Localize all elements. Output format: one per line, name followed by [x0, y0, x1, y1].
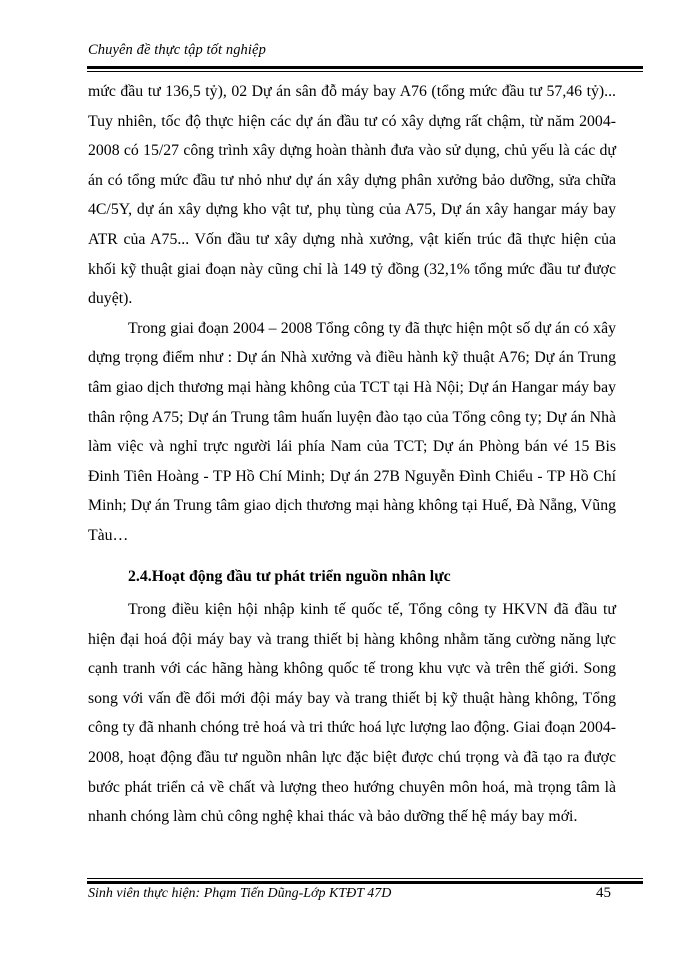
- paragraph-human-resources: Trong điều kiện hội nhập kinh tế quốc tế, Tổng công ty HKVN đã đầu tư hiện đại hoá đội máy bay và trang thiết bị hàng không nhằm tăng cường năng lực cạnh tranh với các hãng hàng không quốc tế trong khu vực và trên thế giới. Song song với vấn đề đổi mới đội máy bay và trang thiết bị kỹ thuật hàng không, Tổng công ty đã nhanh chóng trẻ hoá và tri thức hoá lực lượng lao động. Giai đoạn 2004-2008, hoạt động đầu tư nguồn nhân lực đặc biệt được chú trọng và đã tạo ra được bước phát triển cả về chất và lượng theo hướng chuyên môn hoá, mà trọng tâm là nhanh chóng làm chủ công nghệ khai thác và bảo dưỡng thế hệ máy bay mới.: [88, 601, 616, 826]
- document-body: [88, 77, 616, 832]
- header-rule-thick: [87, 66, 643, 69]
- page-number: 45: [596, 885, 611, 901]
- header-title: Chuyên đề thực tập tốt nghiệp: [88, 42, 266, 58]
- footer-rule-thick: [87, 881, 643, 884]
- section-heading: 2.4.Hoạt động đầu tư phát triển nguồn nhân lực: [128, 567, 451, 585]
- paragraph-continued: mức đầu tư 136,5 tỷ), 02 Dự án sân đỗ máy bay A76 (tổng mức đầu tư 57,46 tỷ)... Tuy nhiên, tốc độ thực hiện các dự án đầu tư có xây dựng rất chậm, từ năm 2004-2008 có 15/27 công trình xây dựng hoàn thành đưa vào sử dụng, chủ yếu là các dự án có tổng mức đầu tư nhỏ như dự án xây dựng phân xưởng bảo dưỡng, sửa chữa 4C/5Y, dự án xây dựng kho vật tư, phụ tùng của A75, Dự án xây hangar máy bay ATR của A75... Vốn đầu tư xây dựng nhà xưởng, vật kiến trúc đã thực hiện của khối kỹ thuật giai đoạn này cũng chỉ là 149 tỷ đồng (32,1% tổng mức đầu tư được duyệt).: [88, 83, 616, 308]
- footer-rule-thin: [87, 878, 643, 879]
- paragraph-key-projects: Trong giai đoạn 2004 – 2008 Tổng công ty đã thực hiện một số dự án có xây dựng trọng điểm như : Dự án Nhà xưởng và điều hành kỹ thuật A76; Dự án Trung tâm giao dịch thương mại hàng không của TCT tại Hà Nội; Dự án Hangar máy bay thân rộng A75; Dự án Trung tâm huấn luyện đào tạo của Tổng công ty; Dự án Nhà làm việc và nghỉ trực người lái phía Nam của TCT; Dự án Phòng bán vé 15 Bis Đinh Tiên Hoàng - TP Hồ Chí Minh; Dự án 27B Nguyễn Đình Chiểu - TP Hồ Chí Minh; Dự án Trung tâm giao dịch thương mại hàng không tại Huế, Đà Nẵng, Vũng Tàu…: [88, 319, 616, 544]
- footer-author: Sinh viên thực hiện: Phạm Tiến Dũng-Lớp KTĐT 47D: [88, 886, 392, 901]
- header-rule-thin: [87, 71, 643, 72]
